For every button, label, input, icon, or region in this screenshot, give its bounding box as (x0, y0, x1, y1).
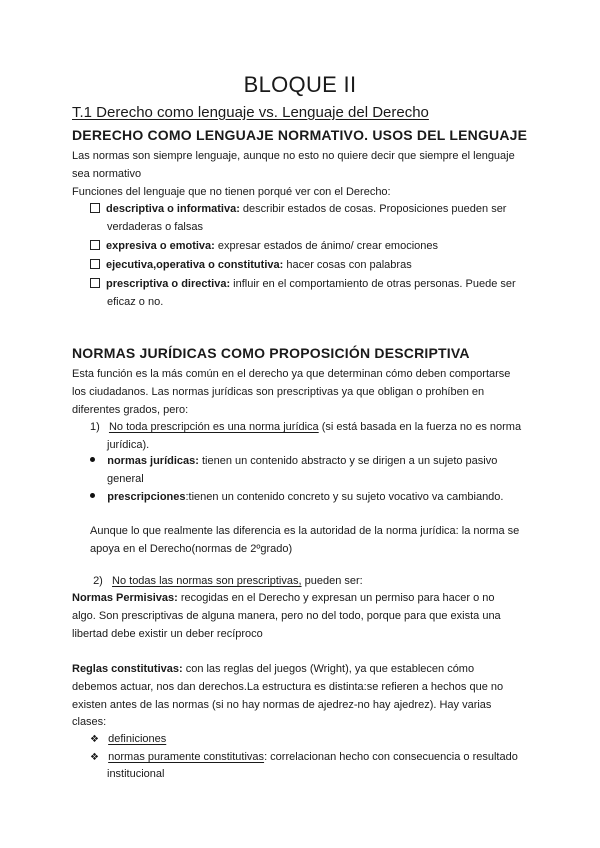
checkbox-icon (90, 278, 100, 288)
checkbox-icon (90, 203, 100, 213)
aunque-line1: Aunque lo que realmente las diferencia es la autoridad de la norma jurídica: la norma se (90, 525, 520, 537)
checklist-item-ejecutiva: ejecutiva,operativa o constitutiva: hacer cosas con palabras (90, 256, 412, 274)
clase-puramente-constitutivas-cont: institucional (107, 768, 165, 780)
section2-para-line1: Esta función es la más común en el derecho ya que determinan cómo deben comportarse (72, 368, 511, 380)
permisivas-line2: algo. Son prescriptivas de alguna manera, pero no del todo, porque para que exista una (72, 610, 501, 622)
bullet-icon (90, 457, 95, 462)
section2-para-line3: diferentes grados, pero: (72, 404, 189, 416)
section1-intro-line2: sea normativo (72, 168, 142, 180)
checkbox-icon (90, 259, 100, 269)
document-title: BLOQUE II (243, 72, 357, 97)
bullet-icon (90, 493, 95, 498)
checklist-item-descriptiva-cont: verdaderas o falsas (107, 221, 203, 233)
permisivas-line1: Normas Permisivas: recogidas en el Derecho y expresan un permiso para hacer o no (72, 592, 495, 604)
numbered-point-1-cont: jurídica). (107, 439, 150, 451)
numbered-point-2: 2) No todas las normas son prescriptivas, pueden ser: (93, 575, 363, 587)
section1-intro-line3: Funciones del lenguaje que no tienen porqué ver con el Derecho: (72, 186, 391, 198)
numbered-point-1: 1) No toda prescripción es una norma jurídica (si está basada en la fuerza no es norma (90, 421, 522, 433)
topic-subtitle: T.1 Derecho como lenguaje vs. Lenguaje del Derecho (72, 104, 429, 121)
section1-intro-line1: Las normas son siempre lenguaje, aunque no esto no quiere decir que siempre el lenguaje (72, 150, 515, 162)
permisivas-line3: libertad debe existir un deber recíproco (72, 628, 263, 640)
checklist-item-expresiva: expresiva o emotiva: expresar estados de ánimo/ crear emociones (90, 237, 438, 255)
clase-puramente-constitutivas: ❖ normas puramente constitutivas: correlacionan hecho con consecuencia o resultado (90, 751, 518, 763)
checklist-item-descriptiva: descriptiva o informativa: describir estados de cosas. Proposiciones pueden ser (90, 200, 506, 218)
checkbox-icon (90, 240, 100, 250)
bullet-normas-juridicas: normas jurídicas: tienen un contenido abstracto y se dirigen a un sujeto pasivo (90, 452, 497, 470)
diamond-bullet-icon: ❖ (90, 734, 99, 745)
constitutivas-line4: clases: (72, 716, 107, 728)
checklist-item-prescriptiva-cont: eficaz o no. (107, 296, 164, 308)
diamond-bullet-icon: ❖ (90, 752, 99, 763)
section1-heading: DERECHO COMO LENGUAJE NORMATIVO. USOS DEL LENGUAJE (72, 127, 528, 143)
section2-heading: NORMAS JURÍDICAS COMO PROPOSICIÓN DESCRIPTIVA (72, 345, 470, 361)
aunque-line2: apoya en el Derecho(normas de 2ºgrado) (90, 543, 293, 555)
checklist-item-prescriptiva: prescriptiva o directiva: influir en el comportamiento de otras personas. Puede ser (90, 275, 516, 293)
bullet-normas-juridicas-cont: general (107, 473, 144, 485)
clase-definiciones: ❖ definiciones (90, 733, 167, 745)
bullet-prescripciones: prescripciones:tienen un contenido concreto y su sujeto vocativo va cambiando. (90, 488, 503, 506)
constitutivas-line2: debemos actuar, nos dan derechos.La estructura es distinta:se refieren a hechos que no (72, 681, 504, 693)
section2-para-line2: los ciudadanos. Las normas jurídicas son prescriptivas ya que obligan o prohíben en (72, 386, 485, 398)
constitutivas-line1: Reglas constitutivas: con las reglas del juegos (Wright), ya que establecen cómo (72, 663, 475, 675)
constitutivas-line3: existen antes de las normas (si no hay normas de ajedrez-no hay ajedrez). Hay varias (72, 699, 492, 711)
